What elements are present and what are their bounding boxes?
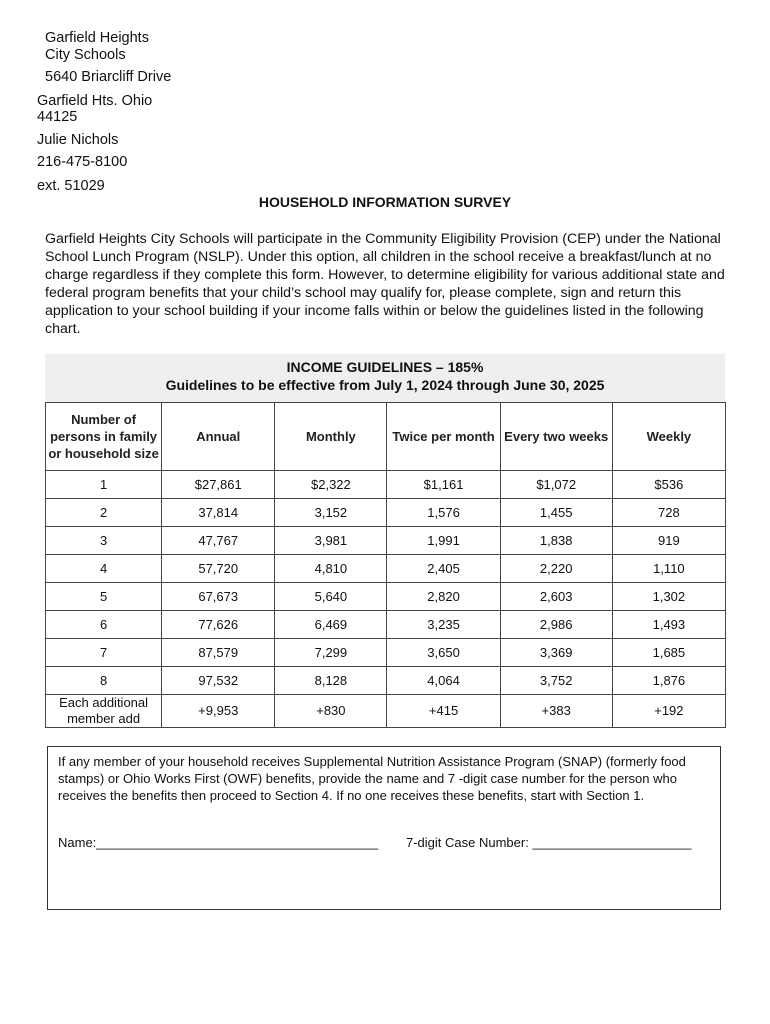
table-row xyxy=(46,499,726,527)
twice-per-month-cell: $1,161 xyxy=(387,471,500,499)
every-two-weeks-cell: 2,986 xyxy=(500,611,612,639)
zip-code: 44125 xyxy=(37,109,78,125)
monthly-cell: $2,322 xyxy=(275,471,387,499)
table-row xyxy=(46,583,726,611)
income-guidelines-subtitle: Guidelines to be effective from July 1, 2024 through June 30, 2025 xyxy=(165,377,605,393)
every-two-weeks-cell: 2,220 xyxy=(500,555,612,583)
district-name-line1: Garfield Heights xyxy=(45,30,149,46)
monthly-cell: 7,299 xyxy=(275,639,387,667)
twice-per-month-cell: 3,235 xyxy=(387,611,500,639)
income-guidelines-header xyxy=(45,354,725,402)
monthly-cell: 8,128 xyxy=(275,667,387,695)
annual-cell: 67,673 xyxy=(162,583,275,611)
weekly-cell: 1,493 xyxy=(612,611,725,639)
monthly-cell: 6,469 xyxy=(275,611,387,639)
phone-number: 216-475-8100 xyxy=(37,154,128,170)
table-row xyxy=(46,667,726,695)
table-header-row xyxy=(46,403,726,471)
name-field[interactable]: Name:_______________________________________ xyxy=(58,835,379,850)
income-guidelines-table xyxy=(45,402,726,728)
column-header-weekly: Weekly xyxy=(612,403,725,471)
twice-per-month-cell: 3,650 xyxy=(387,639,500,667)
every-two-weeks-cell: 3,369 xyxy=(500,639,612,667)
case-number-field[interactable]: 7-digit Case Number: ______________________ xyxy=(406,835,692,850)
household-size-cell: 2 xyxy=(46,499,162,527)
monthly-cell: 3,981 xyxy=(275,527,387,555)
household-size-cell: 1 xyxy=(46,471,162,499)
table-row xyxy=(46,611,726,639)
household-size-cell: Each additional member add xyxy=(46,695,162,728)
twice-per-month-cell: 2,820 xyxy=(387,583,500,611)
monthly-cell: 3,152 xyxy=(275,499,387,527)
monthly-cell: 5,640 xyxy=(275,583,387,611)
twice-per-month-cell: 1,991 xyxy=(387,527,500,555)
weekly-cell: 728 xyxy=(612,499,725,527)
twice-per-month-cell: +415 xyxy=(387,695,500,728)
column-header-annual: Annual xyxy=(162,403,275,471)
district-name-line2: City Schools xyxy=(45,47,126,63)
street-address: 5640 Briarcliff Drive xyxy=(45,69,172,85)
snap-benefits-box xyxy=(47,746,721,910)
annual-cell: 37,814 xyxy=(162,499,275,527)
monthly-cell: 4,810 xyxy=(275,555,387,583)
weekly-cell: 1,685 xyxy=(612,639,725,667)
table-row xyxy=(46,527,726,555)
every-two-weeks-cell: 1,455 xyxy=(500,499,612,527)
weekly-cell: 1,302 xyxy=(612,583,725,611)
monthly-cell: +830 xyxy=(275,695,387,728)
column-header-monthly: Monthly xyxy=(275,403,387,471)
every-two-weeks-cell: 1,838 xyxy=(500,527,612,555)
twice-per-month-cell: 4,064 xyxy=(387,667,500,695)
annual-cell: 77,626 xyxy=(162,611,275,639)
household-size-cell: 3 xyxy=(46,527,162,555)
weekly-cell: +192 xyxy=(612,695,725,728)
household-size-cell: 4 xyxy=(46,555,162,583)
weekly-cell: 1,110 xyxy=(612,555,725,583)
contact-name: Julie Nichols xyxy=(37,132,119,148)
snap-fields-row xyxy=(58,835,708,850)
annual-cell: 97,532 xyxy=(162,667,275,695)
household-size-cell: 8 xyxy=(46,667,162,695)
annual-cell: +9,953 xyxy=(162,695,275,728)
twice-per-month-cell: 1,576 xyxy=(387,499,500,527)
weekly-cell: $536 xyxy=(612,471,725,499)
household-size-cell: 5 xyxy=(46,583,162,611)
every-two-weeks-cell: 3,752 xyxy=(500,667,612,695)
household-size-cell: 7 xyxy=(46,639,162,667)
snap-instructions: If any member of your household receives Supplemental Nutrition Assistance Program (SNAP) (formerly food stamps) or Ohio Works First (OWF) benefits, provide the name and 7 -digit case number for the person who receives the benefits then proceed to Section 4. If no one receives these benefits, start with Section 1. xyxy=(58,754,686,803)
column-header-twice-per-month: Twice per month xyxy=(387,403,500,471)
column-header-household-size: Number of persons in family or household size xyxy=(46,403,162,471)
household-size-cell: 6 xyxy=(46,611,162,639)
phone-extension: ext. 51029 xyxy=(37,178,105,194)
table-row xyxy=(46,555,726,583)
every-two-weeks-cell: 2,603 xyxy=(500,583,612,611)
table-row-additional-member xyxy=(46,695,726,728)
weekly-cell: 1,876 xyxy=(612,667,725,695)
intro-paragraph: Garfield Heights City Schools will participate in the Community Eligibility Provision (CEP) under the National School Lunch Program (NSLP). Under this option, all children in the school receive a breakfast/lunch at no charge regardless if they complete this form. However, to determine eligibility for various additional state and federal program benefits that your child’s school may qualify for, please complete, sign and return this application to your school building if your income falls within or below the guidelines listed in the following chart. xyxy=(45,231,725,337)
twice-per-month-cell: 2,405 xyxy=(387,555,500,583)
annual-cell: $27,861 xyxy=(162,471,275,499)
annual-cell: 87,579 xyxy=(162,639,275,667)
every-two-weeks-cell: +383 xyxy=(500,695,612,728)
city-state: Garfield Hts. Ohio xyxy=(37,93,153,109)
income-guidelines-title: INCOME GUIDELINES – 185% xyxy=(286,359,484,375)
table-row xyxy=(46,471,726,499)
page-title: HOUSEHOLD INFORMATION SURVEY xyxy=(258,194,512,210)
table-row xyxy=(46,639,726,667)
annual-cell: 57,720 xyxy=(162,555,275,583)
annual-cell: 47,767 xyxy=(162,527,275,555)
column-header-every-two-weeks: Every two weeks xyxy=(500,403,612,471)
weekly-cell: 919 xyxy=(612,527,725,555)
every-two-weeks-cell: $1,072 xyxy=(500,471,612,499)
